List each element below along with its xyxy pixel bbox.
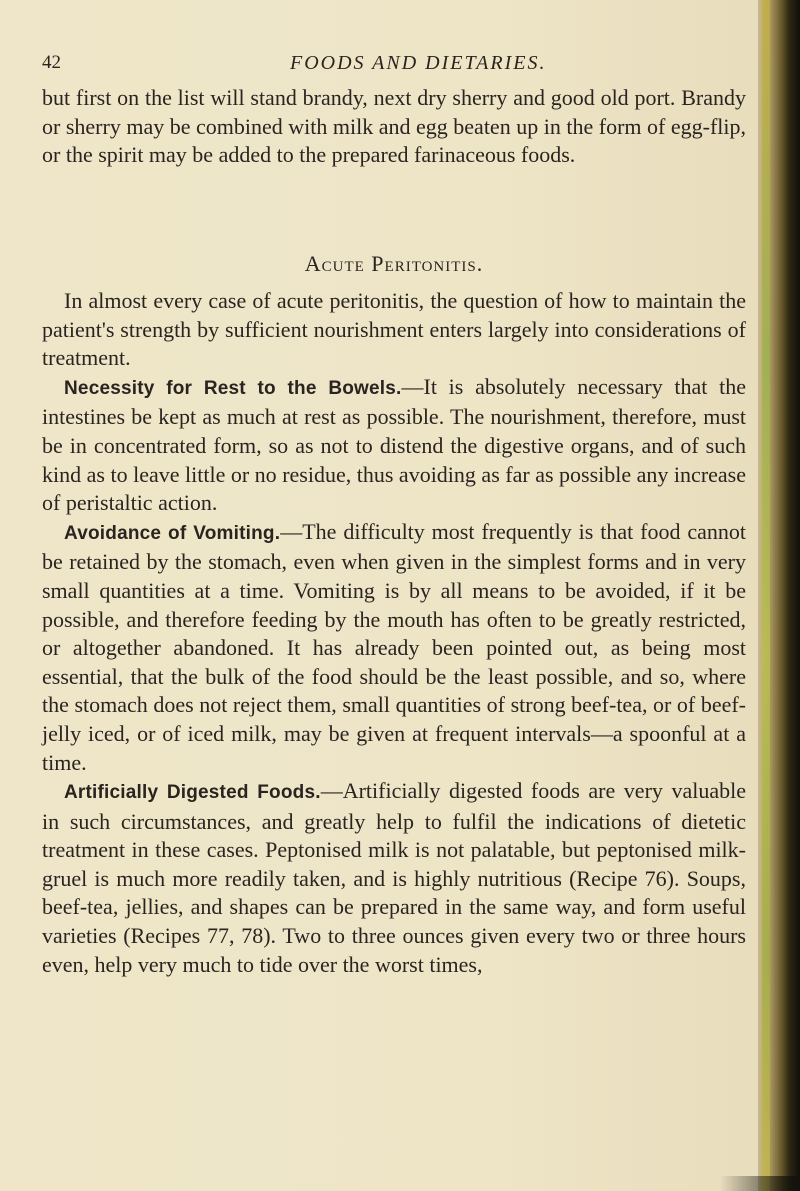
page-corner-shadow (720, 1176, 800, 1191)
paragraph-rest-bowels (42, 373, 746, 518)
running-head (42, 52, 742, 80)
page-number: 42 (42, 52, 61, 73)
paragraph-text: —The difficulty most frequently is that food cannot be retained by the stomach, even when given in the simplest forms and in very small quantities at a time. Vomiting is by all means to be avoided, if it be possible, and therefore feeding by the mouth has often to be greatly restricted, or altogether abandoned. It has already been pointed out, as being most essential, that the bulk of the food should be the least possible, and so, where the stomach does not reject them, small quantities of strong beef-tea, or of beef-jelly iced, or of iced milk, may be given at frequent intervals—a spoonful at a time. (42, 518, 746, 775)
continuation-text: but first on the list will stand brandy, next dry sherry and good old port. Brandy or sherry may be combined with milk and egg beaten up in the form of egg-flip, or the spirit may be added to the prepared farinaceous foods. (42, 85, 746, 168)
subhead-digested-foods: Artificially Digested Foods. (64, 782, 321, 804)
subhead-vomiting: Avoidance of Vomiting. (64, 522, 281, 544)
running-head-title: FOODS AND DIETARIES. (290, 52, 547, 74)
paragraph-vomiting (42, 518, 746, 777)
paragraph-digested-foods (42, 777, 746, 979)
paragraph-text: —It is absolutely necessary that the intestines be kept as much at rest as possible. The nourishment, therefore, must be in concentrated form, so as not to distend the digestive organs, and of such kind as to leave little or no residue, thus avoiding as far as possible any increase of peristaltic action. (42, 373, 746, 516)
subhead-rest-bowels: Necessity for Rest to the Bowels. (64, 377, 402, 399)
paragraph-text: —Artificially digested foods are very valuable in such circumstances, and greatly help to fulfil the indications of dietetic treatment in these cases. Peptonised milk is not palatable, but peptonised milk-gruel is much more readily taken, and is highly nutritious (Recipe 76). Soups, beef-tea, jellies, and shapes can be prepared in the same way, and form useful varieties (Recipes 77, 78). Two to three ounces given every two or three hours even, help very much to tide over the worst times, (42, 778, 746, 977)
continuation-paragraph (42, 84, 746, 170)
section-heading: Acute Peritonitis. (304, 251, 484, 276)
intro-paragraph: In almost every case of acute peritonitis, the question of how to maintain the patient's strength by sufficient nourishment enters largely into considerations of treatment. (42, 288, 746, 371)
section-body (42, 287, 746, 979)
binding-color-strip (762, 0, 770, 1191)
